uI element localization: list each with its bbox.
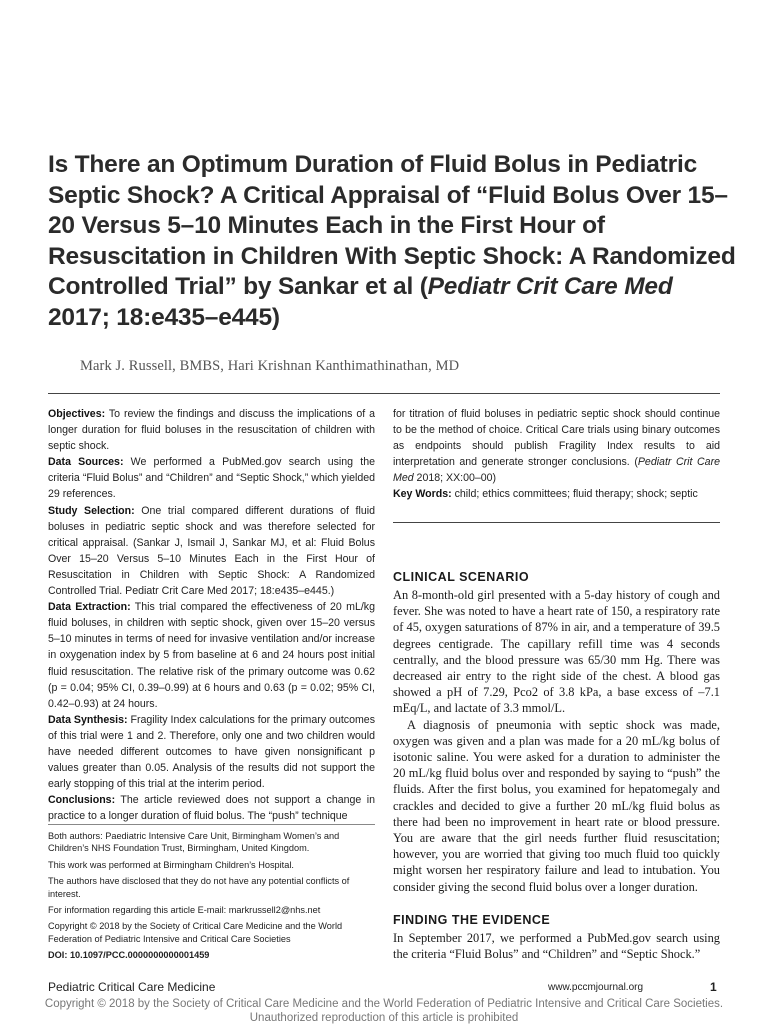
abstract-keywords: Key Words: child; ethics committees; fluid therapy; shock; septic — [393, 488, 698, 501]
author-list: Mark J. Russell, BMBS, Hari Krishnan Kanthimathinathan, MD — [80, 358, 460, 374]
header-rule — [48, 393, 720, 394]
copyright-notice — [0, 997, 768, 1025]
clinical-scenario-paragraph-2: A diagnosis of pneumonia with septic shock was made, oxygen was given and a plan was made for a 20 mL/kg bolus of isotonic saline. You were asked for a duration to administer the 20 mL/kg fluid bolus over and responded by saying to “push” the fluids. After the first bolus, you examined for hepatomegaly and crackles and decided to give a further 20 mL/kg fluid bolus as there had been no improvement in heart rate or blood pressure. You are aware that the girl needs further fluid resuscitation; however, you are worried that giving too much fluid too quickly might worsen her respiratory failure and lead to intubation. You consider giving the second fluid bolus over a longer duration. — [393, 717, 720, 894]
abstract-data-sources: Data Sources: We performed a PubMed.gov search using the criteria “Fluid Bolus” and “Children” and “Septic Shock,” which yielded 29 references. — [48, 456, 375, 501]
title-journal: Pediatr Crit Care Med — [427, 273, 673, 300]
abstract-continued: for titration of fluid boluses in pediatric septic shock should continue to be the method of choice. Critical Care trials using binary outcomes as endpoints should publish Fragility Index results to aid interpretation and generate stronger conclusions. (Pediatr Crit Care Med 2018; XX:00–00) — [393, 408, 720, 485]
abstract-study-selection: Study Selection: One trial compared different durations of fluid boluses in pediatric septic shock and was therefore selected for critical appraisal. (Sankar J, Ismail J, Sankar MJ, et al: Fluid Bolus Over 15–20 Versus 5–10 Minutes Each in the First Hour of Resuscitation in Children with Septic Shock: A Randomized Controlled Trial. Pediatr Crit Care Med 2017; 18:e435–e445.) — [48, 504, 375, 598]
clinical-scenario-body — [393, 587, 720, 895]
finding-evidence-paragraph-1: In September 2017, we performed a PubMed.gov search using the criteria “Fluid Bolus” and “Children” and “Septic Shock.” — [393, 931, 720, 962]
footer-journal-name: Pediatric Critical Care Medicine — [48, 980, 216, 994]
abstract-data-synthesis: Data Synthesis: Fragility Index calculations for the primary outcomes of this trial were 1 and 2. Therefore, only one and two children would have needed different outcomes to have given nonsignificant p values greater than 0.05. Analysis of the results did not support the early stopping of this trial at the interim period. — [48, 713, 375, 791]
abstract-conclusions: Conclusions: The article reviewed does not support a change in practice to a longer duration of fluid bolus. The “push” technique — [48, 794, 375, 823]
footnote-performed: This work was performed at Birmingham Children’s Hospital. — [48, 859, 294, 870]
abstract-objectives: Objectives: To review the findings and discuss the implications of a longer duration for fluid boluses in the resuscitation of children with septic shock. — [48, 408, 375, 453]
clinical-scenario-paragraph-1: An 8-month-old girl presented with a 5-day history of cough and fever. She was noted to have a heart rate of 150, a respiratory rate of 45, oxygen saturations of 87% in air, and a temperature of 39.5 degrees centigrade. The capillary refill time was 4 seconds centrally, and the blood pressure was 65/30 mm Hg. There was decreased air entry to the right side of the chest. A blood gas showed a pH of 7.29, Pco2 of 3.8 kPa, a base excess of –7.1 mEq/L, and lactate of 3.3 mmol/L. — [393, 588, 720, 716]
footnote-doi: DOI: 10.1097/PCC.0000000000001459 — [48, 950, 210, 961]
title-text: Is There an Optimum Duration of Fluid Bolus in Pediatric Septic Shock? A Critical Appraisal of “Fluid Bolus Over 15–20 Versus 5–10 Minutes Each in the First Hour of Resuscitation in Children With Septic Shock: A Randomized Controlled Trial” by Sankar et al ( — [48, 151, 736, 300]
finding-evidence-heading: FINDING THE EVIDENCE — [393, 913, 551, 927]
abstract-end-rule — [393, 522, 720, 523]
abstract-data-extraction: Data Extraction: This trial compared the effectiveness of 20 mL/kg fluid boluses, in children with septic shock, given over 15–20 versus 5–10 minutes in terms of need for invasive ventilation and/or increase in oxygenation index by 5 from baseline at 6 and 24 hours post initial fluid resuscitation. The relative risk of the primary outcome was 0.62 (p = 0.04; 95% CI, 0.39–0.99) at 6 hours and 0.63 (p = 0.02; 95% CI, 0.42–0.93) at 24 hours. — [48, 601, 375, 710]
footnote-copyright: Copyright © 2018 by the Society of Critical Care Medicine and the World Federation of Pediatric Intensive and Critical Care Societies — [48, 921, 343, 944]
clinical-scenario-heading: CLINICAL SCENARIO — [393, 570, 530, 584]
footnote-rule — [48, 824, 375, 825]
copyright-line-1: Copyright © 2018 by the Society of Critical Care Medicine and the World Federation of Pediatric Intensive and Critical Care Societies. — [44, 998, 724, 1010]
footnote-affiliation: Both authors: Paediatric Intensive Care Unit, Birmingham Women’s and Children’s NHS Foundation Trust, Birmingham, United Kingdom. — [48, 831, 340, 854]
article-title — [48, 150, 738, 333]
footnote-contact: For information regarding this article E-mail: markrussell2@nhs.net — [48, 905, 321, 916]
footnote-conflicts: The authors have disclosed that they do not have any potential conflicts of interest. — [48, 876, 350, 899]
copyright-line-2: Unauthorized reproduction of this article is prohibited — [249, 1012, 519, 1024]
page-number: 1 — [710, 980, 717, 994]
title-citation: 2017; 18:e435–e445) — [48, 303, 280, 331]
footnotes — [48, 830, 375, 966]
abstract-right-column — [393, 406, 720, 503]
footer-journal-url[interactable]: www.pccmjournal.org — [548, 982, 644, 993]
finding-evidence-body — [393, 930, 720, 962]
abstract-left-column — [48, 406, 375, 824]
